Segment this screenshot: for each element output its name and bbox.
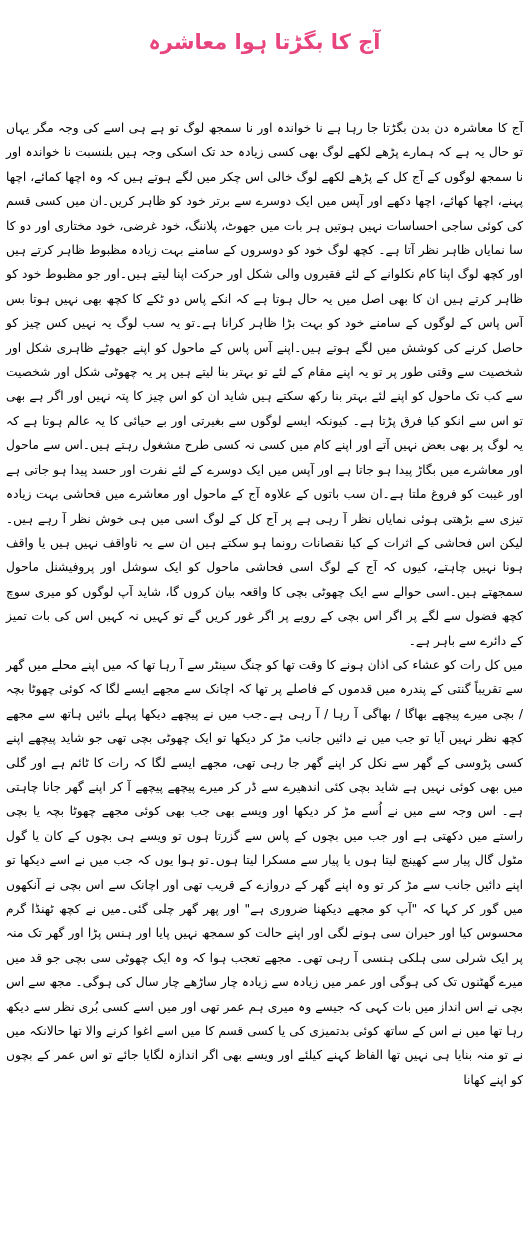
article-body (6, 116, 523, 1092)
article-title: آج کا بگڑتا ہوا معاشرہ (148, 30, 381, 54)
article-paragraph-1: آج کا معاشرہ دن بدن بگڑتا جا رہا ہے نا خواندہ اور نا سمجھ لوگ تو ہے ہی اسے کی وجہ مگر یہاں تو حال یہ ہے کہ ہمارے پڑھے لکھے لوگ بھی کسی زیادہ حد تک اسکی وجہ ہیں بلنسبت نا خواندہ اور نا سمجھ لوگوں کے آج کل کے پڑھے لکھے لوگ خالی اس چکر میں لگے ہوتے ہیں کہ وہ اچھا کمائے، اچھا پہنے، اچھا کھائے، اچھا دکھے اور آپس میں ایک دوسرے سے برتر خود کو ظاہر کریں۔ان میں کسی قسم کی کوئی ساجی احساسات نہیں ہوتیں ہر بات میں جھوٹ، پلاننگ، خود غرضی، خود مختاری اور دو کا سا نمایاں ظاہر نظر آتا ہے۔ کچھ لوگ خود کو دوسروں کے سامنے بہت زیادہ مظبوط ظاہر کرتے ہیں اور کچھ لوگ اپنا کام نکلوانے کے لئے فقیروں والی شکل اور حرکت اپنا لیتے ہیں۔اور جو مظبوط خود کو ظاہر کرتے ہیں ان کا بھی اصل میں یہ حال ہوتا ہے کہ انکے پاس دو ٹکے کا کچھ بھی نہیں ہوتا بس آس پاس کے لوگوں کے سامنے خود کو بہت بڑا ظاہر کرانا ہے۔تو یہ سب لوگ یہ نہیں کس چیز کو حاصل کرنے کی کوشش میں لگے ہوتے ہیں۔اپنے آس پاس کے ماحول کو اپنے جھوٹے ظاہری شکل اور شخصیت سے وقتی طور پر تو یہ اپنے مقام کے لئے تو بہتر بنا لیتے ہیں پر یہ چھوٹی شکل اور شخصیت سے کب تک ماحول کو اپنے لئے بہتر بنا رکھ سکتے ہیں شاید ان کو اس چیز کا پتہ نہیں اور اگر ہے بھی تو اس سے انکو کیا فرق پڑتا ہے۔ کیونکہ ایسے لوگوں سے بغیرتی اور بے حیائی کا یہ عالم ہوتا ہے کہ یہ لوگ پر بھی بعض نہیں آتے اور اپنے کام میں کسی نہ کسی طرح مشغول رہتے ہیں۔اس سے ماحول اور معاشرے میں بگاڑ پیدا ہو جاتا ہے اور آپس میں ایک دوسرے کے لئے نفرت اور حسد پیدا ہو جاتی ہے اور غیبت کو فروغ ملتا ہے۔ان سب باتوں کے علاوہ آج کے ماحول اور معاشرے میں فحاشی بہت زیادہ تیزی سے بڑھتی ہوئی نمایاں نظر آ رہی ہے پر آج کل کے لوگ اسی میں ہی خوش نظر آ رہے ہیں۔لیکن اس فحاشی کے اثرات کے کیا نقصانات رونما ہو سکتے ہیں ان سے یہ ناواقف نہیں ہیں یا واقف ہونا نہیں چاہتے، کیوں کہ آج کے لوگ اسی فحاشی ماحول کو ایک سوشل اور پروفیشنل ماحول سمجھتے ہیں۔اسی حوالے سے ایک چھوٹی بچی کا واقعہ بیان کروں گا، شاید آپ لوگوں کو میری سوچ کچھ فضول سے لگے پر اگر اس بچی کے رویے پر اگر غور کریں گے تو کہیں نہ کہیں اس کی بات تمیز کے دائرے سے باہر ہے۔ (6, 121, 523, 648)
article-paragraph-2: میں کل رات کو عشاء کی اذان ہونے کا وقت تھا کو چنگ سینٹر سے آ رہا تھا کہ میں اپنے محلے میں گھر سے تقریباً گنتی کے پندرہ میں قدموں کے فاصلے پر تھا کہ اچانک سے مجھے ایسے لگا کہ کوئی چھوٹا بچہ / بچی میرے پیچھے بھاگا / بھاگی آ رہا / آ رہی ہے۔جب میں نے پیچھے دیکھا پہلے بائیں ہاتھ سے مجھے کچھ نظر نہیں آیا تو جب میں نے دائیں جانب مڑ کر دیکھا تو ایک چھوٹی بچی تھی جو شاید پیچھے اپنے کسی پڑوسی کے گھر سے نکل کر اپنے گھر جا رہی تھی، مجھے ایسے لگا کہ رات کا ٹائم ہے اور گلی میں بھی کوئی نہیں ہے شاید بچی کئی اندھیرے سے ڈر کر میرے پیچھے پیچھے آ کر اپنے گھر جانا چاہتی ہے۔ اس وجہ سے میں نے اُسے مڑ کر دیکھا اور ویسے بھی جب بھی کوئی مجھے چھوٹا بچہ یا بچی راستے میں دکھتی ہے اور جب میں بچوں کے پاس سے گزرتا ہوں تو ویسے ہی بچوں کے کان یا گول مٹول گال پیار سے کھینچ لیتا ہوں یا پیار سے مسکرا لیتا ہوں۔تو ہوا یوں کہ جب میں نے اسے دیکھا تو اپنے دائیں جانب سے مڑ کر تو وہ اپنے گھر کے دروازے کے قریب تھی اور اچانک سے اس بچی نے آنکھوں میں گور کر کہا کہ "آپ کو مجھے دیکھنا ضروری ہے" اور پھر گھر چلی گئی۔میں نے کچھ ٹھنڈا گرم محسوس کیا اور حیران سی ہونے لگی اور اپنے حالت کو سمجھ نہیں پایا اور ہنس پڑا اور گھر تک منہ پر ایک شرلی سی ہلکی ہنسی آ رہی تھی۔ مجھے تعجب ہوا کہ وہ ایک چھوٹی سی بچی جو قد میں میرے گھٹنوں تک کی ہوگی اور عمر میں زیادہ سے زیادہ چار ساڑھے چار سال کی ہوگی۔ مجھ سے اس بچی نے اس انداز میں بات کہی کہ جیسے وہ میری ہم عمر تھی اور میں اسے کسی بُری نظر سے دیکھ رہا تھا میں نے اس کے ساتھ کوئی بدتمیزی کی یا کسی قسم کا میں اسے اغوا کرنے والا تھا حالانکہ میں نے تو منہ بنایا ہی نہیں تھا الفاظ کہنے کیلئے اور ویسے بھی اگر اندازہ لگایا جائے تو اس عمر کے بچوں کو اپنے کھانا (6, 657, 523, 1087)
